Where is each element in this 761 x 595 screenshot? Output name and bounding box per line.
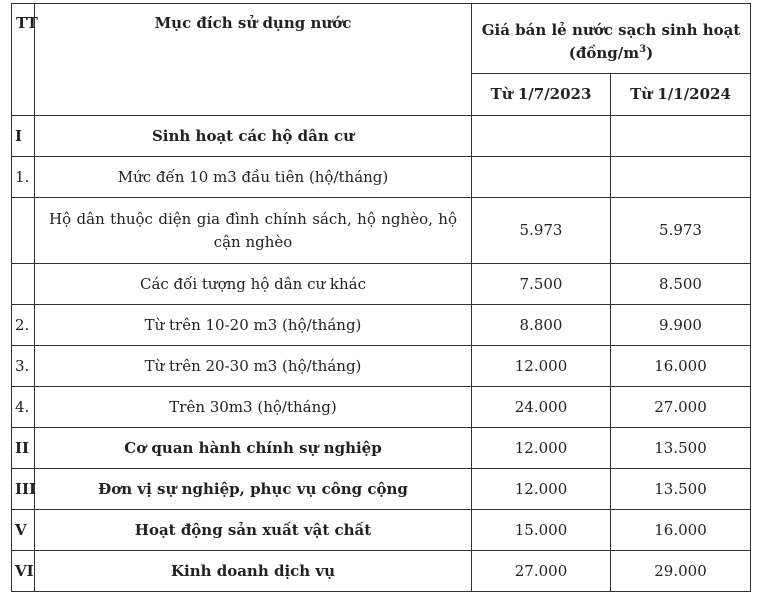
- table-row: [12, 305, 751, 346]
- table-row: [12, 551, 751, 592]
- row-price-2023: 8.800: [472, 305, 611, 346]
- row-price-2023: 12.000: [472, 428, 611, 469]
- row-purpose: Từ trên 20-30 m3 (hộ/tháng): [35, 346, 472, 387]
- row-tt: VI: [12, 551, 35, 592]
- row-tt: I: [12, 116, 35, 157]
- row-tt: 4.: [12, 387, 35, 428]
- row-price-2024: 8.500: [611, 264, 751, 305]
- table-row: [12, 116, 751, 157]
- row-price-2024: 16.000: [611, 346, 751, 387]
- header-purpose: Mục đích sử dụng nước: [35, 4, 472, 116]
- table-row: [12, 157, 751, 198]
- table-row: [12, 469, 751, 510]
- row-tt: [12, 198, 35, 264]
- table-row: [12, 198, 751, 264]
- row-tt: III: [12, 469, 35, 510]
- header-price-unit-sup: 3: [639, 43, 647, 55]
- row-price-2023: 15.000: [472, 510, 611, 551]
- header-tt: TT: [12, 4, 35, 116]
- row-tt: II: [12, 428, 35, 469]
- row-tt: 1.: [12, 157, 35, 198]
- water-price-table: [11, 3, 751, 592]
- header-row: [12, 4, 751, 74]
- table-row: [12, 428, 751, 469]
- row-price-2023: 12.000: [472, 346, 611, 387]
- row-purpose: Đơn vị sự nghiệp, phục vụ công cộng: [35, 469, 472, 510]
- row-tt: [12, 264, 35, 305]
- row-tt: 2.: [12, 305, 35, 346]
- header-price-unit-suffix: ): [646, 43, 654, 62]
- row-price-2023: 5.973: [472, 198, 611, 264]
- row-purpose: Hộ dân thuộc diện gia đình chính sách, hộ nghèo, hộ cận nghèo: [35, 198, 472, 264]
- row-purpose: Các đối tượng hộ dân cư khác: [35, 264, 472, 305]
- header-date-2024: Từ 1/1/2024: [611, 74, 751, 116]
- header-date-2023: Từ 1/7/2023: [472, 74, 611, 116]
- row-tt: V: [12, 510, 35, 551]
- row-price-2023: 7.500: [472, 264, 611, 305]
- row-price-2024: 29.000: [611, 551, 751, 592]
- row-purpose: Cơ quan hành chính sự nghiệp: [35, 428, 472, 469]
- row-purpose: Từ trên 10-20 m3 (hộ/tháng): [35, 305, 472, 346]
- row-price-2023: [472, 116, 611, 157]
- row-purpose: Hoạt động sản xuất vật chất: [35, 510, 472, 551]
- header-price-unit: [476, 42, 746, 65]
- table-row: [12, 387, 751, 428]
- row-purpose: Mức đến 10 m3 đầu tiên (hộ/tháng): [35, 157, 472, 198]
- row-price-2024: 13.500: [611, 428, 751, 469]
- row-price-2023: [472, 157, 611, 198]
- row-price-2023: 27.000: [472, 551, 611, 592]
- row-price-2023: 12.000: [472, 469, 611, 510]
- row-price-2024: [611, 157, 751, 198]
- row-price-2024: [611, 116, 751, 157]
- header-price-title: Giá bán lẻ nước sạch sinh hoạt: [481, 20, 741, 39]
- row-price-2024: 27.000: [611, 387, 751, 428]
- header-price-unit-prefix: (đồng/m: [568, 43, 640, 62]
- row-price-2024: 5.973: [611, 198, 751, 264]
- table-row: [12, 510, 751, 551]
- row-tt: 3.: [12, 346, 35, 387]
- row-purpose: Trên 30m3 (hộ/tháng): [35, 387, 472, 428]
- row-price-2024: 9.900: [611, 305, 751, 346]
- header-price: [472, 4, 751, 74]
- row-purpose: Kinh doanh dịch vụ: [35, 551, 472, 592]
- row-price-2024: 13.500: [611, 469, 751, 510]
- table-row: [12, 264, 751, 305]
- row-purpose: Sinh hoạt các hộ dân cư: [35, 116, 472, 157]
- row-price-2024: 16.000: [611, 510, 751, 551]
- row-price-2023: 24.000: [472, 387, 611, 428]
- table-row: [12, 346, 751, 387]
